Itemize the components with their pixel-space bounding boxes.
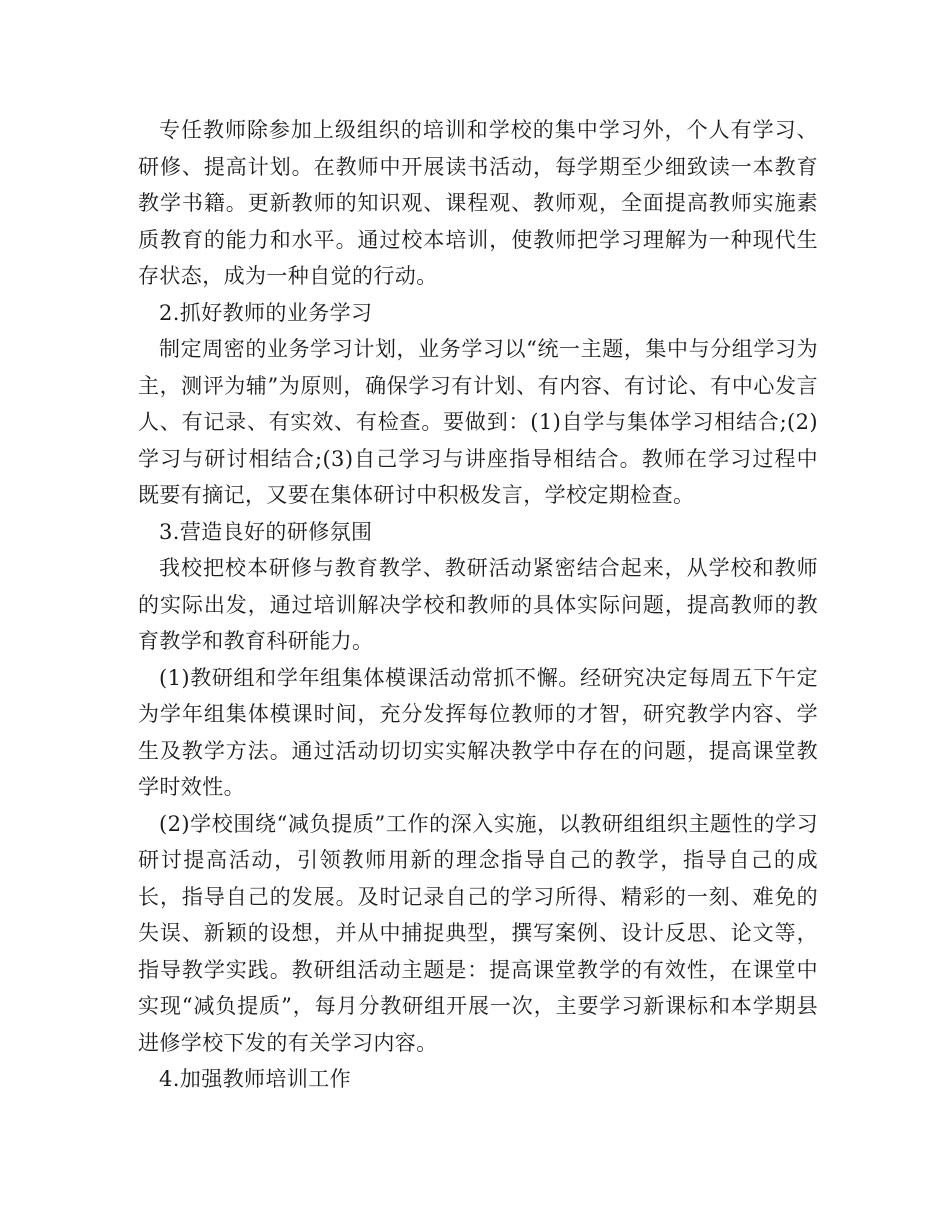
paragraph-self-study: 专任教师除参加上级组织的培训和学校的集中学习外，个人有学习、研修、提高计划。在教师中开展读书活动，每学期至少细致读一本教育教学书籍。更新教师的知识观、课程观、教师观，全面提高教师实施素质教育的能力和水平。通过校本培训，使教师把学习理解为一种现代生存状态，成为一种自觉的行动。 — [138, 118, 818, 288]
paragraph-item-2: (2)学校围绕“减负提质”工作的深入实施，以教研组组织主题性的学习研讨提高活动，引领教师用新的理念指导自己的教学，指导自己的成长，指导自己的发展。及时记录自己的学习所得、精彩的一刻、难免的失误、新颖的设想，并从中捕捉典型，撰写案例、设计反思、论文等，指导教学实践。教研组活动主题是：提高课堂教学的有效性，在课堂中实现“减负提质”，每月分教研组开展一次，主要学习新课标和本学期县进修学校下发的有关学习内容。 — [138, 811, 818, 1055]
paragraph-research-atmosphere: 我校把校本研修与教育教学、教研活动紧密结合起来，从学校和教师的实际出发，通过培训解决学校和教师的具体实际问题，提高教师的教育教学和教育科研能力。 — [138, 556, 818, 653]
paragraph-item-1: (1)教研组和学年组集体模课活动常抓不懈。经研究决定每周五下午定为学年组集体模课时间，充分发挥每位教师的才智，研究教学内容、学生及教学方法。通过活动切切实实解决教学中存在的问题，提高课堂教学时效性。 — [138, 665, 818, 799]
document-body — [138, 112, 818, 1098]
section-heading-research-atmosphere: 3.营造良好的研修氛围 — [159, 519, 373, 544]
paragraph-business-study: 制定周密的业务学习计划，业务学习以“统一主题，集中与分组学习为主，测评为辅”为原则，确保学习有计划、有内容、有讨论、有中心发言人、有记录、有实效、有检查。要做到：(1)自学与集体学习相结合;(2)学习与研讨相结合;(3)自己学习与讲座指导相结合。教师在学习过程中既要有摘记，又要在集体研讨中积极发言，学校定期检查。 — [138, 337, 818, 507]
section-heading-business-study: 2.抓好教师的业务学习 — [159, 300, 373, 325]
section-heading-teacher-training: 4.加强教师培训工作 — [159, 1067, 352, 1091]
